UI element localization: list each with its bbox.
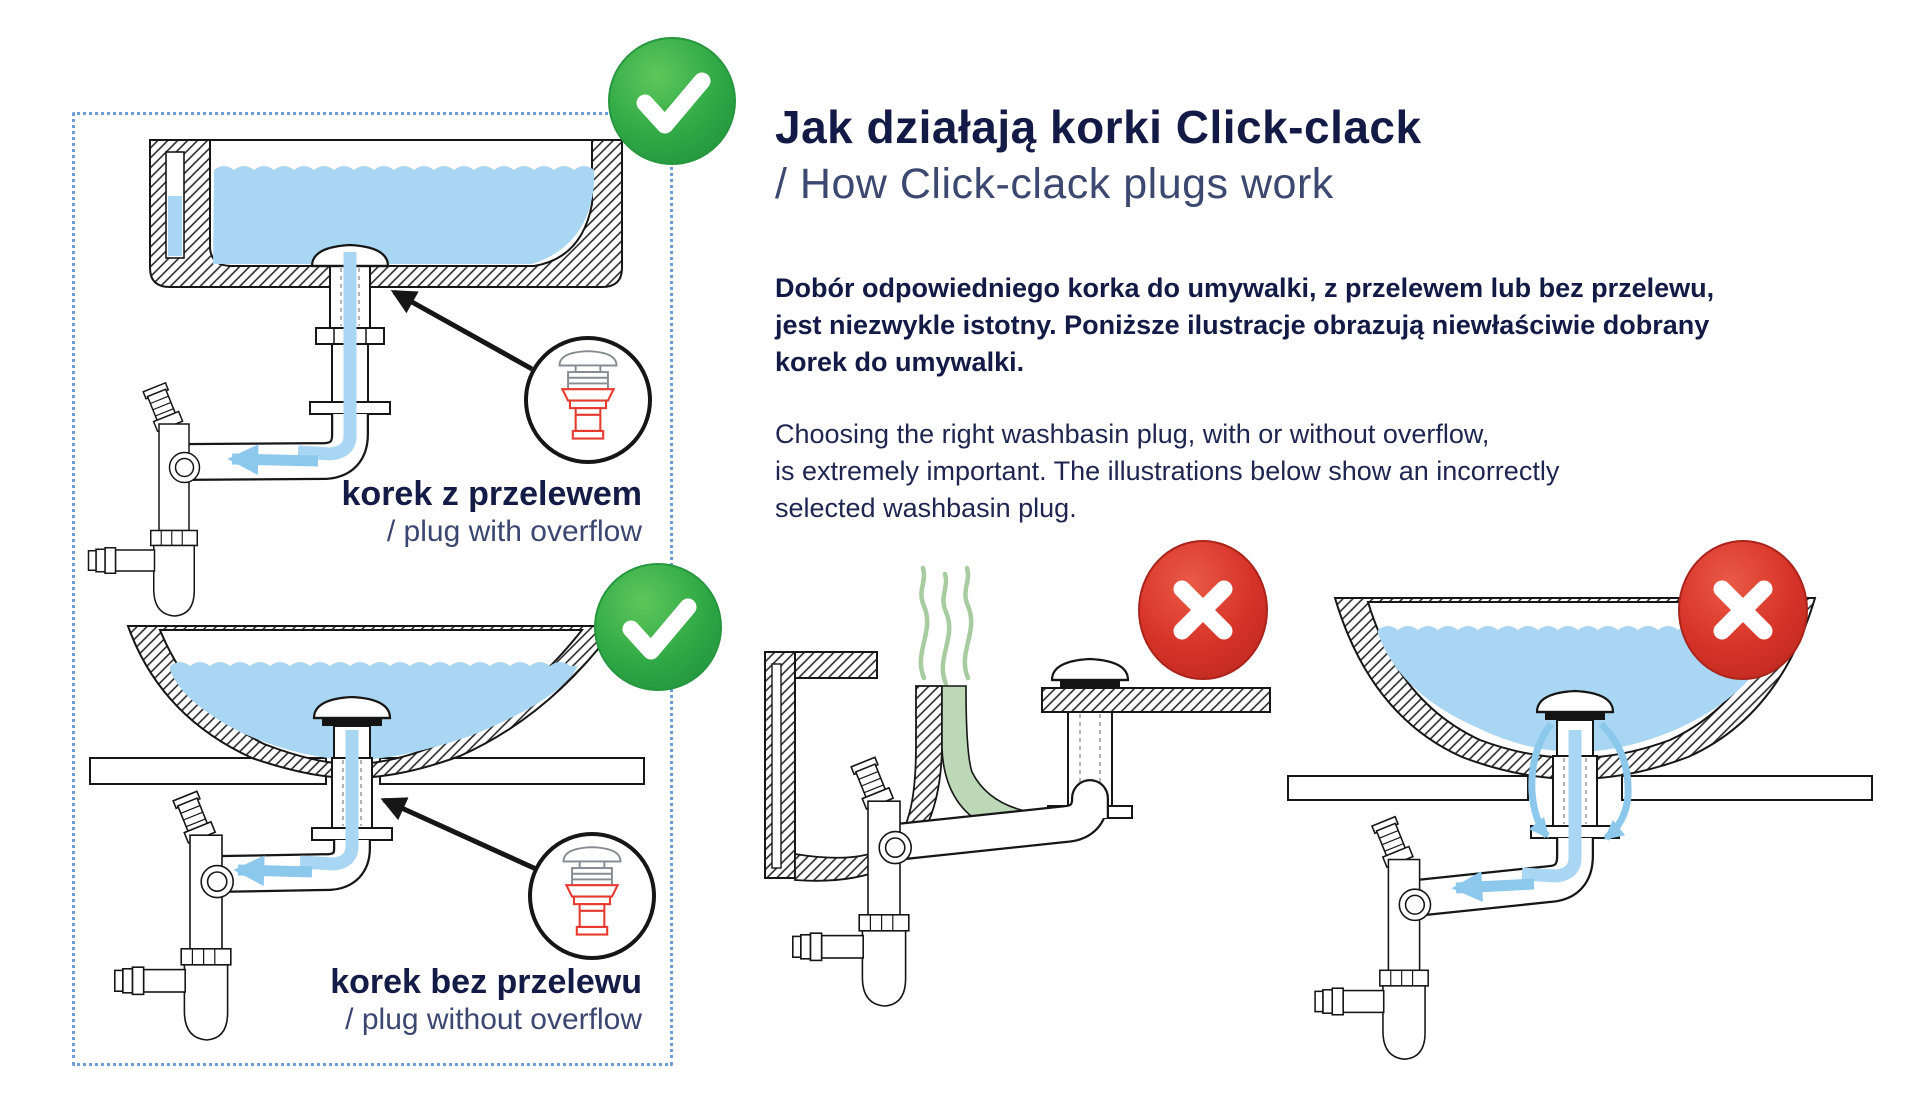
intro-pl-line: jest niezwykle istotny. Poniższe ilustracje obrazują niewłaściwie dobrany [775,310,1710,340]
page-subtitle: / How Click-clack plugs work [775,160,1334,208]
caption-label-pl: korek z przelewem [341,475,642,513]
cross-badge [1679,541,1807,679]
pointer-arrow [394,292,532,369]
p-trap-siphon [89,382,200,616]
smell-lines [921,568,971,684]
caption-label-en: / plug without overflow [345,1003,642,1036]
p-trap-siphon [1315,816,1430,1059]
plug-magnifier-inset [530,834,654,958]
caption-plug-without-overflow [250,962,642,1038]
checkmark-badge [609,38,735,164]
caption-plug-with-overflow [280,474,642,550]
countertop [1288,776,1528,800]
flow-arrow [1456,884,1534,888]
intro-paragraph-en [775,416,1559,527]
intro-en-line: selected washbasin plug. [775,493,1077,523]
plug-magnifier-inset [526,338,650,462]
water [213,166,594,264]
intro-en-line: is extremely important. The illustrations below show an incorrectly [775,456,1560,486]
wall-slot [772,664,781,868]
closed-plug-cap [1052,659,1128,688]
p-trap-siphon [115,791,233,1040]
intro-pl-line: Dobór odpowiedniego korka do umywalki, z przelewem lub bez przelewu, [775,273,1715,303]
page-title: Jak działają korki Click-clack [775,101,1422,153]
plug-deck [1042,688,1270,712]
checkmark-badge [595,564,721,690]
intro-paragraph-pl [775,270,1714,381]
countertop [1622,776,1872,800]
overflow-water [168,196,182,256]
intro-en-line: Choosing the right washbasin plug, with or without overflow, [775,419,1490,449]
caption-label-pl: korek bez przelewu [330,963,642,1001]
pointer-arrow [384,800,536,869]
caption-label-en: / plug with overflow [386,515,642,548]
flow-arrow [238,870,312,872]
cross-badge [1139,541,1267,679]
intro-pl-line: korek do umywalki. [775,347,1025,377]
diagram-vessel-leaking [1288,598,1872,1059]
flow-arrow [232,459,318,461]
